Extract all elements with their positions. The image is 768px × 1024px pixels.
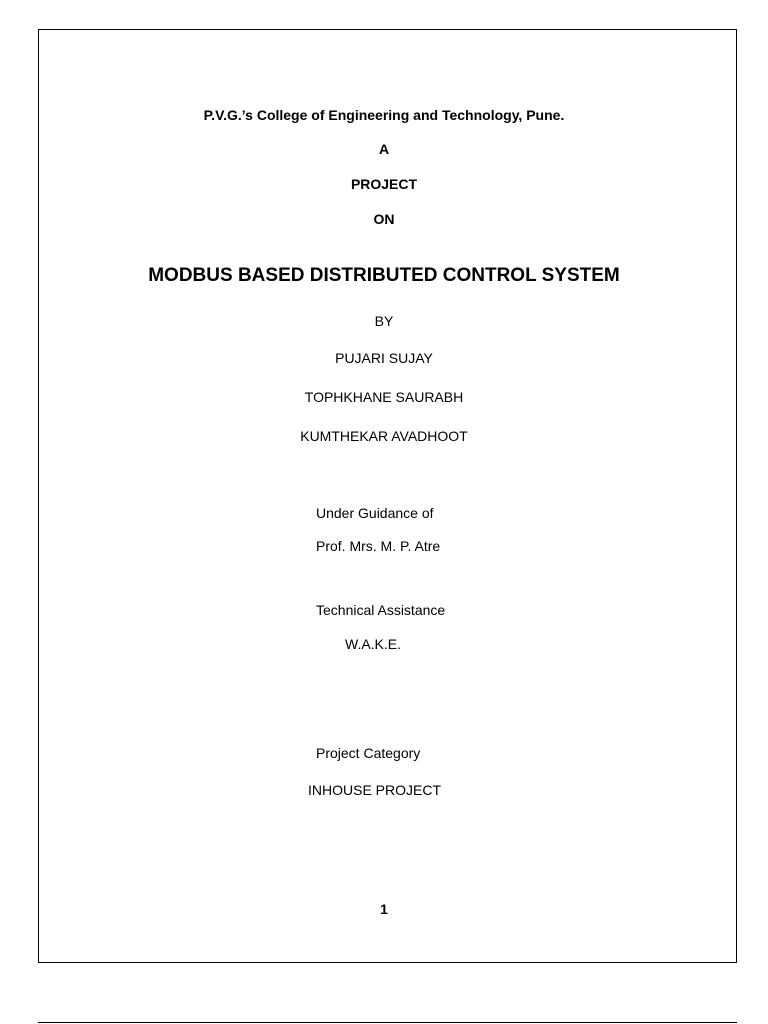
guide-name: Prof. Mrs. M. P. Atre <box>316 538 441 554</box>
assistance-label: Technical Assistance <box>316 602 446 618</box>
guidance-label: Under Guidance of <box>316 505 434 521</box>
text-project: PROJECT <box>350 176 418 192</box>
author-2: TOPHKHANE SAURABH <box>304 389 464 405</box>
assistance-name: W.A.K.E. <box>345 636 402 652</box>
text-on: ON <box>373 211 395 227</box>
category-label: Project Category <box>316 745 421 761</box>
text-by: BY <box>374 313 394 329</box>
category-value: INHOUSE PROJECT <box>308 782 442 798</box>
project-title: MODBUS BASED DISTRIBUTED CONTROL SYSTEM <box>148 265 620 286</box>
next-page-edge <box>38 1022 737 1023</box>
author-1: PUJARI SUJAY <box>335 350 433 366</box>
page-border <box>38 29 737 963</box>
page-number: 1 <box>380 901 388 917</box>
text-a: A <box>378 141 390 157</box>
author-3: KUMTHEKAR AVADHOOT <box>300 428 468 444</box>
college-name: P.V.G.’s College of Engineering and Technology, Pune. <box>203 107 565 123</box>
